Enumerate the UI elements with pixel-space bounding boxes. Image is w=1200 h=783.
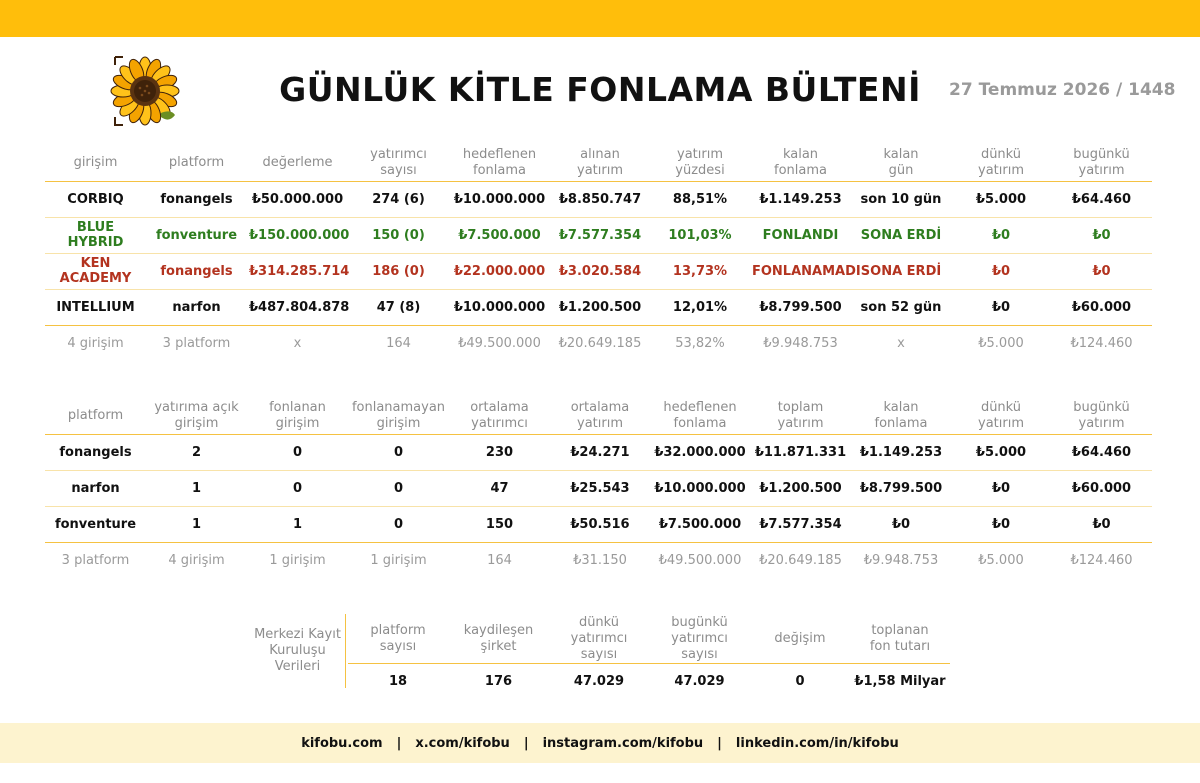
column-header [750, 145, 851, 181]
table-cell: FONLANDI [750, 217, 851, 253]
table-cell: 2 [146, 434, 247, 470]
column-header [449, 145, 550, 181]
column-header-line: kaydileşen [463, 623, 534, 638]
table-cell: ₺8.799.500 [750, 289, 851, 325]
table-cell: fonventure [45, 506, 146, 542]
table-cell: ₺150.000.000 [247, 217, 348, 253]
column-header-line: kalan [883, 146, 919, 162]
table-cell: 150 [449, 506, 550, 542]
table-cell: narfon [146, 289, 247, 325]
table-cell: ₺5.000 [951, 181, 1051, 217]
table-cell: ₺0 [1051, 506, 1152, 542]
table-cell: ₺32.000.000 [650, 434, 750, 470]
table-cell: ₺0 [1051, 253, 1152, 289]
table-cell: 4 girişim [168, 552, 225, 568]
column-header-line: yatırım [1078, 415, 1125, 431]
column-header-line: gün [888, 162, 914, 178]
footer-separator: | [396, 735, 402, 751]
table-cell: ₺9.948.753 [763, 335, 838, 351]
table-cell: fonangels [146, 253, 247, 289]
table-cell: 0 [348, 434, 449, 470]
table-cell: fonangels [45, 434, 146, 470]
platforms-total-row [45, 542, 1152, 578]
table-cell: ₺60.000 [1051, 289, 1152, 325]
table-cell: ₺49.500.000 [458, 335, 541, 351]
column-header-line: sayısı [379, 639, 417, 654]
footer-separator: | [523, 735, 529, 751]
table-cell: ₺20.649.185 [759, 552, 842, 568]
platform-row [45, 434, 1152, 470]
table-cell: 13,73% [650, 253, 750, 289]
column-header-line: sayısı [380, 162, 417, 178]
startup-row [45, 181, 1152, 217]
table-cell: ₺49.500.000 [658, 552, 742, 568]
footer-link-x[interactable]: x.com/kifobu [415, 735, 510, 751]
footer-link-instagram[interactable]: instagram.com/kifobu [542, 735, 704, 751]
column-header-line: fonlanamayan [351, 399, 446, 415]
column-header-line: yüzdesi [675, 162, 725, 178]
table-cell: 3 platform [61, 552, 130, 568]
table-cell: 47 (8) [348, 289, 449, 325]
table-cell: ₺22.000.000 [449, 253, 550, 289]
table-cell: 230 [449, 434, 550, 470]
table-cell: ₺0 [951, 217, 1051, 253]
table-cell: x [293, 335, 302, 351]
column-header-line: kalan [782, 146, 819, 162]
column-header-line: yatırım [577, 415, 623, 431]
column-header [650, 145, 750, 181]
column-header [750, 398, 851, 434]
column-header-line: girişim [174, 415, 219, 431]
table-cell: BLUE HYBRID [45, 217, 146, 253]
table-cell: ₺60.000 [1051, 470, 1152, 506]
startups-total-row [45, 325, 1152, 361]
table-cell: INTELLIUM [45, 289, 146, 325]
table-cell: ₺50.516 [550, 506, 650, 542]
table-cell: 186 (0) [348, 253, 449, 289]
column-header-line: hedeflenen [462, 146, 537, 162]
table-cell: 164 [386, 335, 411, 351]
column-header [348, 398, 449, 434]
table-cell: 0 [348, 470, 449, 506]
column-header-line: fonlama [473, 162, 526, 178]
column-header-line: yatırım [577, 162, 623, 178]
column-header [448, 615, 549, 664]
table-cell: ₺20.649.185 [558, 335, 642, 351]
column-header-line: girişim [73, 154, 118, 170]
column-header-line: ortalama [570, 399, 630, 415]
table-cell: 3 platform [162, 335, 231, 351]
column-header [951, 398, 1051, 434]
column-header-line: yatırımcı sayısı [570, 631, 628, 662]
table-cell: 1 girişim [269, 552, 326, 568]
column-header [549, 615, 649, 664]
column-header-line: değerleme [262, 154, 333, 170]
table-cell: 1 [146, 470, 247, 506]
table-cell: narfon [45, 470, 146, 506]
table-cell: ₺487.804.878 [247, 289, 348, 325]
column-header-line: yatırıma açık [154, 399, 239, 415]
sunflower-logo-icon [109, 55, 181, 127]
table-cell: 150 (0) [348, 217, 449, 253]
bulletin-date: 27 Temmuz 2026 / 1448 [949, 80, 1176, 100]
table-cell: fonangels [146, 181, 247, 217]
column-header-line: fonlama [774, 162, 827, 178]
table-cell: 18 [388, 674, 408, 690]
table-cell: SONA ERDİ [851, 217, 951, 253]
table-cell: fonventure [146, 217, 247, 253]
column-header [650, 398, 750, 434]
table-cell: ₺11.871.331 [750, 434, 851, 470]
table-cell: 274 (6) [348, 181, 449, 217]
table-cell: 1 [146, 506, 247, 542]
column-header-line: yatırımcı [370, 146, 427, 162]
column-header [45, 398, 146, 434]
column-header [1051, 398, 1152, 434]
column-header-line: toplam [777, 399, 824, 415]
table-cell: ₺0 [951, 506, 1051, 542]
table-cell: ₺1.149.253 [851, 434, 951, 470]
table-cell: 47.029 [674, 674, 725, 690]
table-cell: ₺0 [951, 253, 1051, 289]
table-cell: ₺8.850.747 [550, 181, 650, 217]
column-header-line: yatırım [978, 162, 1024, 178]
footer-link-linkedin[interactable]: linkedin.com/in/kifobu [735, 735, 899, 751]
column-header-line: toplanan [871, 623, 929, 638]
table-cell: KEN ACADEMY [45, 253, 146, 289]
column-header-line: platform [168, 154, 225, 170]
column-header [850, 615, 950, 664]
table-cell: ₺3.020.584 [550, 253, 650, 289]
table-cell: ₺64.460 [1051, 434, 1152, 470]
table-cell: FONLANAMADI [750, 253, 851, 289]
table-cell: 0 [348, 506, 449, 542]
column-header [550, 398, 650, 434]
table-cell: ₺0 [1051, 217, 1152, 253]
column-header-line: yatırım [677, 146, 723, 162]
column-header-line: dünkü [578, 615, 620, 630]
table-cell: 4 girişim [67, 335, 124, 351]
table-cell: ₺7.577.354 [550, 217, 650, 253]
column-header [247, 145, 348, 181]
column-header [1051, 145, 1152, 181]
table-cell: ₺5.000 [978, 552, 1024, 568]
column-header-line: yatırım [1078, 162, 1125, 178]
table-cell: CORBIQ [45, 181, 146, 217]
column-header [348, 145, 449, 181]
table-cell: ₺1.200.500 [750, 470, 851, 506]
table-cell: 101,03% [650, 217, 750, 253]
platforms-table [45, 398, 1152, 578]
platform-row [45, 506, 1152, 542]
column-header-line: fonlama [673, 415, 727, 431]
table-cell: ₺5.000 [978, 335, 1024, 351]
table-cell: 1 [247, 506, 348, 542]
column-header-line: platform [67, 407, 124, 423]
table-cell: ₺31.150 [573, 552, 627, 568]
column-header [851, 398, 951, 434]
footer-link-website[interactable]: kifobu.com [301, 735, 383, 751]
table-cell: 0 [247, 434, 348, 470]
startups-table [45, 145, 1152, 361]
table-cell: ₺1,58 Milyar [854, 674, 946, 690]
column-header [45, 145, 146, 181]
column-header-line: yatırımcı [471, 415, 528, 431]
table-cell: ₺1.200.500 [550, 289, 650, 325]
column-header-line: fonlama [874, 415, 928, 431]
platforms-header-row [45, 398, 1152, 434]
column-header-line: dünkü [980, 146, 1022, 162]
table-cell: ₺0 [951, 470, 1051, 506]
startup-row [45, 217, 1152, 253]
table-cell: 0 [795, 674, 805, 690]
table-cell: ₺9.948.753 [863, 552, 939, 568]
table-cell: 53,82% [675, 335, 725, 351]
column-header-line: platform [370, 623, 426, 638]
column-header [348, 615, 448, 664]
column-header-line: girişim [275, 415, 320, 431]
table-cell: 1 girişim [370, 552, 427, 568]
column-header-line: ortalama [470, 399, 529, 415]
column-header-line: fonlanan [269, 399, 326, 415]
column-header-line: bugünkü [1073, 399, 1130, 415]
table-cell: ₺0 [951, 289, 1051, 325]
column-header-line: girişim [376, 415, 421, 431]
column-header [951, 145, 1051, 181]
table-cell: ₺10.000.000 [449, 289, 550, 325]
mkk-label: Merkezi Kayıt Kuruluşu Verileri [250, 614, 346, 688]
top-accent-bar [0, 0, 1200, 37]
column-header-line: bugünkü [671, 615, 728, 630]
column-header-line: kalan [883, 399, 919, 415]
column-header-line: yatırımcı sayısı [671, 631, 728, 662]
column-header [750, 615, 850, 664]
platform-row [45, 470, 1152, 506]
table-cell: 47 [449, 470, 550, 506]
column-header-line: yatırım [978, 415, 1024, 431]
table-cell: ₺8.799.500 [851, 470, 951, 506]
table-cell: ₺24.271 [550, 434, 650, 470]
column-header-line: dünkü [980, 399, 1022, 415]
table-cell: ₺50.000.000 [247, 181, 348, 217]
table-cell: ₺124.460 [1070, 335, 1133, 351]
column-header-line: fon tutarı [869, 639, 931, 654]
table-cell: x [897, 335, 905, 351]
table-cell: son 52 gün [851, 289, 951, 325]
column-header [146, 145, 247, 181]
table-cell: son 10 gün [851, 181, 951, 217]
table-cell: ₺7.500.000 [650, 506, 750, 542]
footer-separator: | [717, 735, 722, 751]
table-cell: 0 [247, 470, 348, 506]
table-cell: ₺10.000.000 [650, 470, 750, 506]
column-header-line: alınan [580, 146, 620, 162]
column-header-line: şirket [480, 639, 517, 654]
table-cell: ₺25.543 [550, 470, 650, 506]
table-cell: ₺10.000.000 [449, 181, 550, 217]
table-cell: ₺7.577.354 [750, 506, 851, 542]
table-cell: 47.029 [573, 674, 625, 690]
table-cell: ₺1.149.253 [750, 181, 851, 217]
mkk-table [348, 615, 950, 700]
table-cell: 176 [484, 674, 513, 690]
table-cell: ₺0 [851, 506, 951, 542]
column-header [247, 398, 348, 434]
table-cell: SONA ERDİ [851, 253, 951, 289]
table-cell: ₺64.460 [1051, 181, 1152, 217]
mkk-values-row [348, 664, 950, 700]
column-header-line: bugünkü [1073, 146, 1130, 162]
column-header-line: yatırım [777, 415, 824, 431]
table-cell: ₺5.000 [951, 434, 1051, 470]
table-cell: 88,51% [650, 181, 750, 217]
mkk-header-row [348, 615, 950, 664]
table-cell: ₺7.500.000 [449, 217, 550, 253]
table-cell: ₺124.460 [1070, 552, 1133, 568]
footer-links [0, 723, 1200, 763]
column-header-line: değişim [774, 631, 826, 646]
column-header [649, 615, 750, 664]
column-header [550, 145, 650, 181]
column-header [851, 145, 951, 181]
table-cell: ₺314.285.714 [247, 253, 348, 289]
startups-header-row [45, 145, 1152, 181]
column-header-line: hedeflenen [663, 399, 737, 415]
startup-row [45, 253, 1152, 289]
table-cell: 12,01% [650, 289, 750, 325]
bulletin-title: GÜNLÜK KİTLE FONLAMA BÜLTENİ [279, 70, 921, 109]
column-header [449, 398, 550, 434]
startup-row [45, 289, 1152, 325]
table-cell: 164 [487, 552, 512, 568]
column-header [146, 398, 247, 434]
